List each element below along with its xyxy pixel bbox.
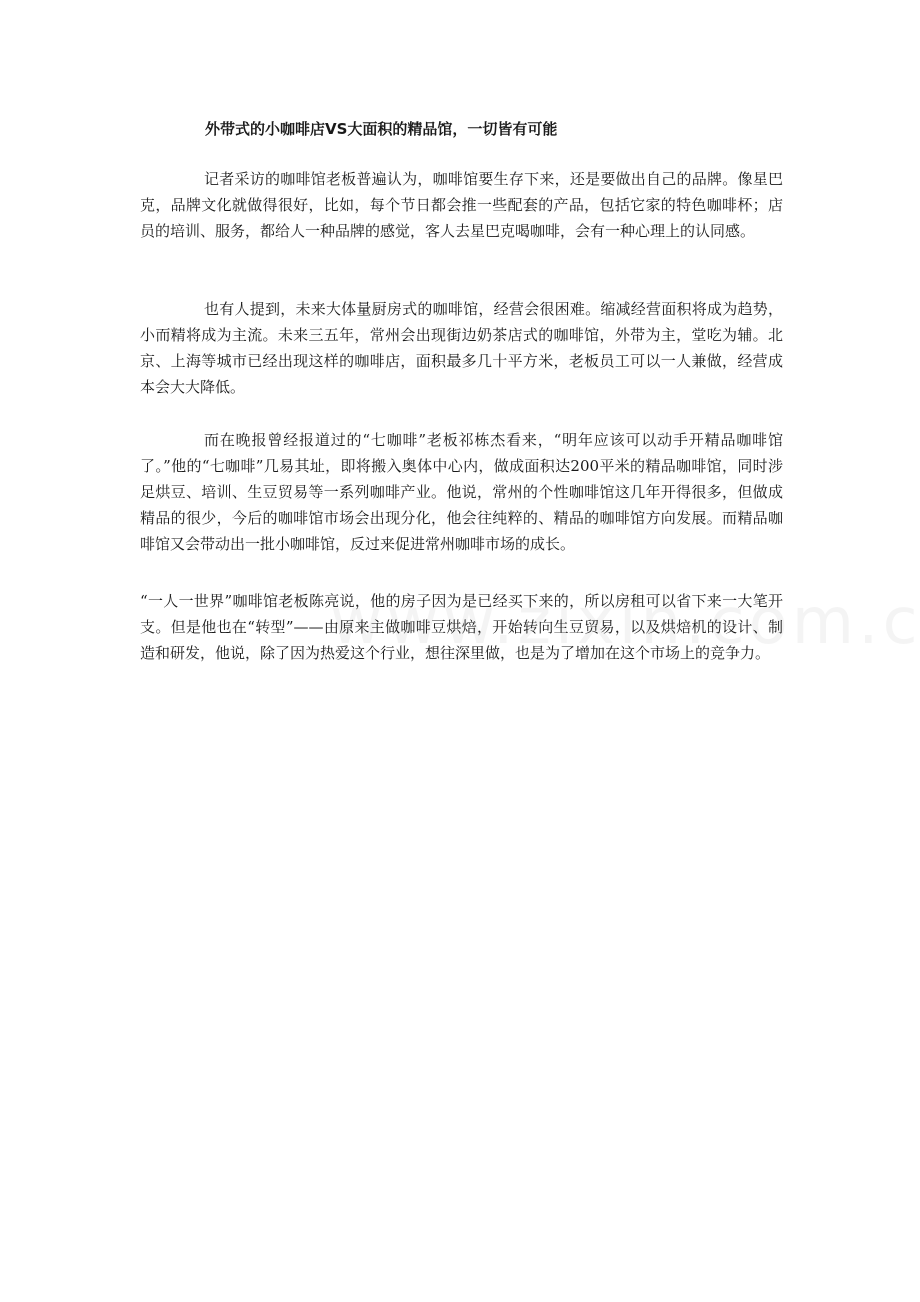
article-title: 外带式的小咖啡店VS大面积的精品馆，一切皆有可能 (205, 120, 558, 138)
paragraph-4: “一人一世界”咖啡馆老板陈亮说，他的房子因为是已经买下来的，所以房租可以省下来一大笔开支。但是他也在“转型”——由原来主做咖啡豆烘焙，开始转向生豆贸易，以及烘焙机的设计、制造和研发，他说，除了因为热爱这个行业，想往深里做，也是为了增加在这个市场上的竞争力。 (140, 592, 783, 662)
paragraph-1: 记者采访的咖啡馆老板普遍认为，咖啡馆要生存下来，还是要做出自己的品牌。像星巴克，品牌文化就做得很好，比如，每个节日都会推一些配套的产品，包括它家的特色咖啡杯；店员的培训、服务，都给人一种品牌的感觉，客人去星巴克喝咖啡，会有一种心理上的认同感。 (140, 170, 783, 240)
paragraph-3: 而在晚报曾经报道过的“七咖啡”老板祁栋杰看来，“明年应该可以动手开精品咖啡馆了。”他的“七咖啡”几易其址，即将搬入奥体中心内，做成面积达200平米的精品咖啡馆，同时涉足烘豆、培训、生豆贸易等一系列咖啡产业。他说，常州的个性咖啡馆这几年开得很多，但做成精品的很少，今后的咖啡馆市场会出现分化，他会往纯粹的、精品的咖啡馆方向发展。而精品咖啡馆又会带动出一批小咖啡馆，反过来促进常州咖啡市场的成长。 (140, 431, 783, 553)
paragraph-2: 也有人提到，未来大体量厨房式的咖啡馆，经营会很困难。缩减经营面积将成为趋势，小而精将成为主流。未来三五年，常州会出现街边奶茶店式的咖啡馆，外带为主，堂吃为辅。北京、上海等城市已经出现这样的咖啡店，面积最多几十平方米，老板员工可以一人兼做，经营成本会大大降低。 (140, 300, 783, 396)
